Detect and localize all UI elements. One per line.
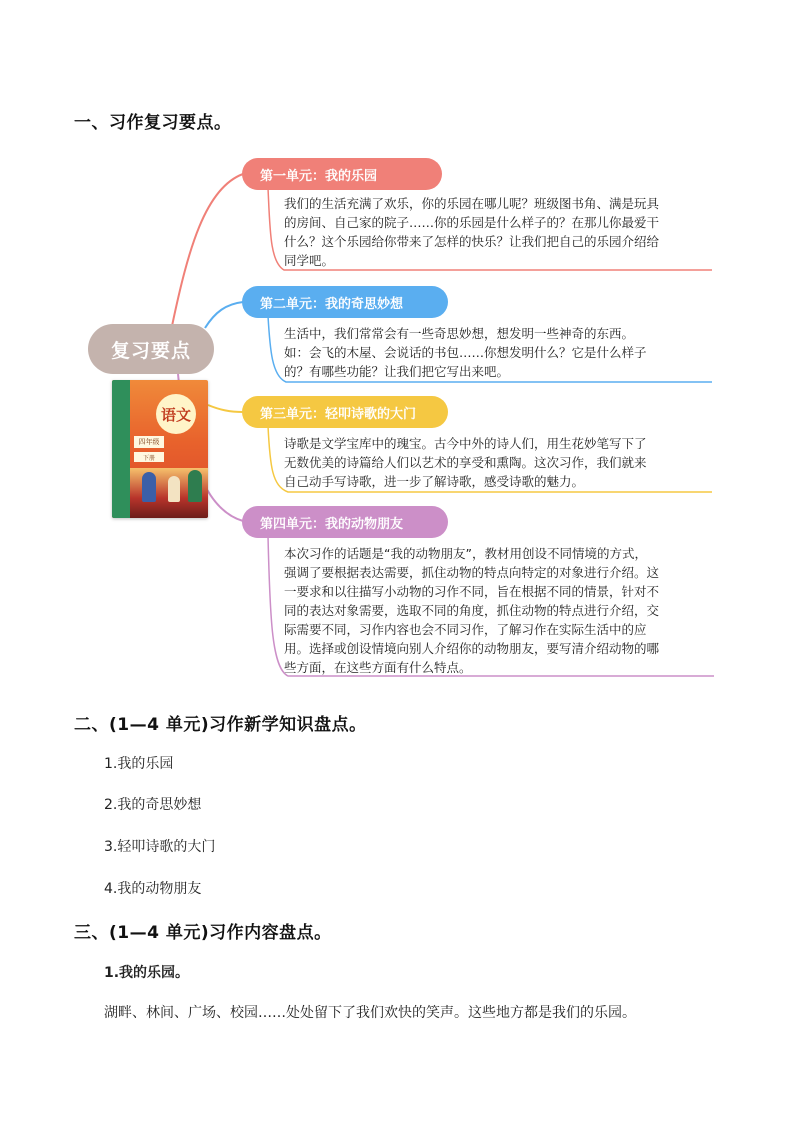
- unit-3-pill: 第三单元：轻叩诗歌的大门: [242, 396, 448, 428]
- section-3-title: 三、(1—4 单元)习作内容盘点。: [74, 923, 332, 943]
- book-figure: [142, 472, 156, 502]
- text-line: 些方面，在这些方面有什么特点。: [284, 660, 472, 675]
- unit-4-description: [284, 544, 659, 677]
- text-line: 我们的生活充满了欢乐，你的乐园在哪儿呢？班级图书角、满是玩具: [284, 196, 660, 211]
- text-line: 无数优美的诗篇给人们以艺术的享受和熏陶。这次习作，我们就来: [284, 455, 647, 470]
- text-line: 际需要不同，习作内容也会不同习作，了解习作在实际生活中的应: [284, 622, 647, 637]
- section-1-title: 一、习作复习要点。: [74, 113, 232, 133]
- book-title: 语文: [156, 394, 196, 434]
- text-line: 同的表达对象需要，选取不同的角度，抓住动物的特点进行介绍，交: [284, 603, 660, 618]
- unit-2-pill: 第二单元：我的奇思妙想: [242, 286, 448, 318]
- book-figure: [188, 470, 202, 502]
- book-spine-band: [112, 380, 130, 518]
- connector-unit2: [205, 302, 243, 328]
- textbook-cover-image: [112, 380, 208, 518]
- book-volume: 下册: [134, 452, 164, 462]
- connector-unit3: [208, 405, 243, 412]
- text-line: 什么？这个乐园给你带来了怎样的快乐？让我们把自己的乐园介绍给: [284, 234, 660, 249]
- unit-2-description: [284, 324, 647, 381]
- text-line: 如：会飞的木屋、会说话的书包……你想发明什么？它是什么样子: [284, 345, 647, 360]
- section-2-title: 二、(1—4 单元)习作新学知识盘点。: [74, 715, 367, 735]
- text-line: 生活中，我们常常会有一些奇思妙想，想发明一些神奇的东西。: [284, 326, 635, 341]
- unit-1-description: [284, 194, 659, 270]
- knowledge-item: 4.我的动物朋友: [104, 881, 202, 897]
- text-line: 强调了要根据表达需要，抓住动物的特点向特定的对象进行介绍。这: [284, 565, 660, 580]
- unit-4-pill: 第四单元：我的动物朋友: [242, 506, 448, 538]
- unit-3-description: [284, 434, 647, 491]
- text-line: 的？有哪些功能？让我们把它写出来吧。: [284, 364, 510, 379]
- text-line: 的房间、自己家的院子……你的乐园是什么样子的？在那儿你最爱干: [284, 215, 660, 230]
- connector-unit1: [172, 174, 243, 326]
- book-figure: [168, 476, 180, 502]
- text-line: 诗歌是文学宝库中的瑰宝。古今中外的诗人们，用生花妙笔写下了: [284, 436, 647, 451]
- unit-1-pill: 第一单元：我的乐园: [242, 158, 442, 190]
- content-paragraph: 湖畔、林间、广场、校园……处处留下了我们欢快的笑声。这些地方都是我们的乐园。: [104, 1005, 636, 1021]
- text-line: 用。选择或创设情境向别人介绍你的动物朋友，要写清介绍动物的哪: [284, 641, 660, 656]
- text-line: 本次习作的话题是“我的动物朋友”，教材用创设不同情境的方式，: [284, 546, 647, 561]
- book-grade: 四年级: [134, 436, 164, 448]
- knowledge-item: 3.轻叩诗歌的大门: [104, 839, 216, 855]
- content-subtitle: 1.我的乐园。: [104, 965, 190, 981]
- knowledge-item: 2.我的奇思妙想: [104, 797, 202, 813]
- center-topic: 复习要点: [88, 324, 214, 374]
- text-line: 同学吧。: [284, 253, 335, 268]
- text-line: 一要求和以往描写小动物的习作不同，旨在根据不同的情景，针对不: [284, 584, 660, 599]
- knowledge-item: 1.我的乐园: [104, 756, 174, 772]
- text-line: 自己动手写诗歌，进一步了解诗歌，感受诗歌的魅力。: [284, 474, 585, 489]
